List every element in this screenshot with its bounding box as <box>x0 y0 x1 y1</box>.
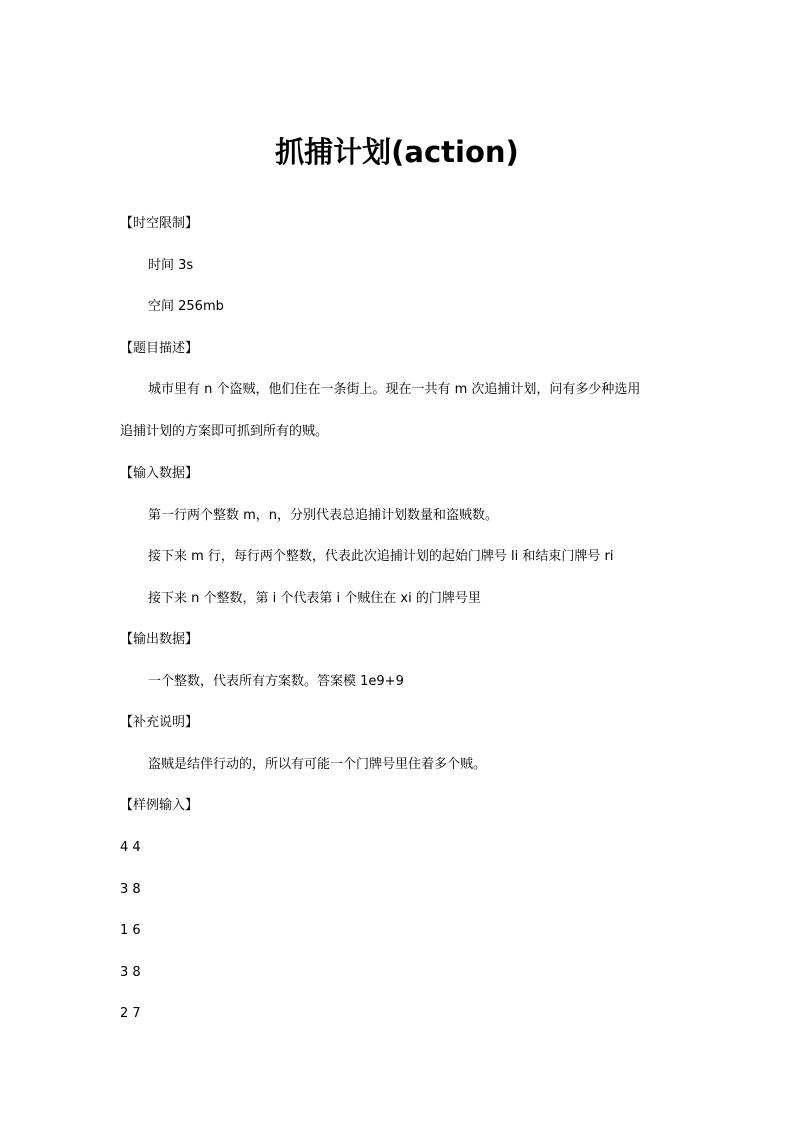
input-line-1: 第一行两个整数 m，n，分别代表总追捕计划数量和盗贼数。 <box>148 508 499 523</box>
output-line-1: 一个整数，代表所有方案数。答案模 1e9+9 <box>148 674 404 689</box>
sample-input-line: 2 7 <box>120 1006 141 1021</box>
sample-input-line: 1 6 <box>120 923 141 938</box>
section-heading-limits: 【时空限制】 <box>120 216 199 231</box>
page-title: 抓捕计划(action) <box>275 135 519 169</box>
sample-input-line: 4 4 <box>120 840 141 855</box>
input-line-3: 接下来 n 个整数，第 i 个代表第 i 个贼住在 xi 的门牌号里 <box>148 591 481 606</box>
input-line-2: 接下来 m 行，每行两个整数，代表此次追捕计划的起始门牌号 li 和结束门牌号 ri <box>148 549 614 564</box>
section-heading-input: 【输入数据】 <box>120 466 199 481</box>
section-heading-output: 【输出数据】 <box>120 632 199 647</box>
section-heading-description: 【题目描述】 <box>120 341 199 356</box>
time-limit: 时间 3s <box>148 258 194 273</box>
section-heading-notes: 【补充说明】 <box>120 715 199 730</box>
space-limit: 空间 256mb <box>148 299 224 314</box>
notes-line-1: 盗贼是结伴行动的，所以有可能一个门牌号里住着多个贼。 <box>148 757 487 772</box>
sample-input-line: 3 8 <box>120 882 141 897</box>
description-line-2: 追捕计划的方案即可抓到所有的贼。 <box>120 424 329 439</box>
section-heading-sample-input: 【样例输入】 <box>120 798 199 813</box>
description-line-1: 城市里有 n 个盗贼，他们住在一条街上。现在一共有 m 次追捕计划，问有多少种选用 <box>148 382 641 397</box>
sample-input-line: 3 8 <box>120 965 141 980</box>
